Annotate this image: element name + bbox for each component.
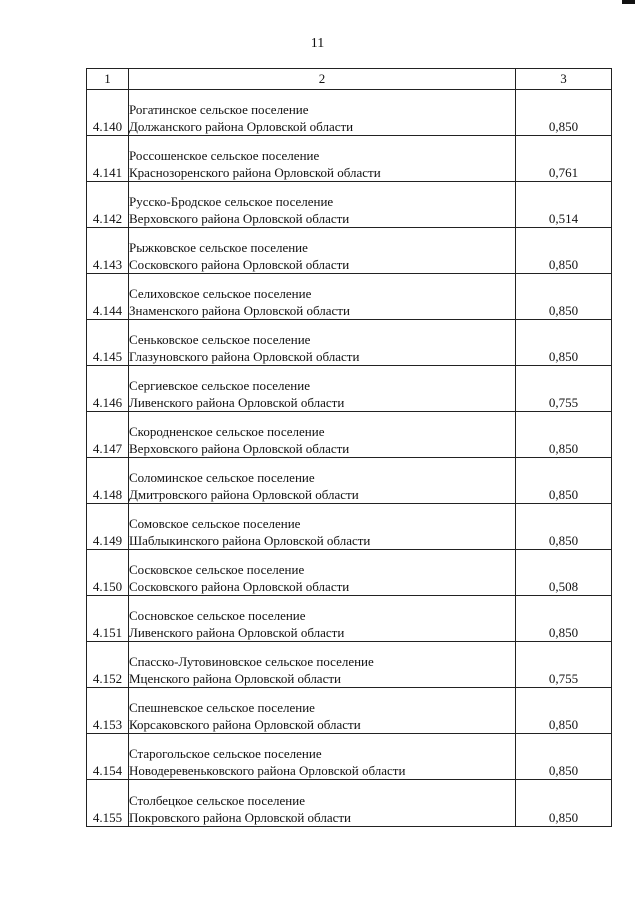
coefficient-value: 0,850: [516, 320, 612, 366]
table-row: [87, 550, 612, 596]
settlement-name: Спешневское сельское поселение: [129, 700, 315, 715]
coefficient-value: 0,850: [516, 412, 612, 458]
coefficient-value: 0,850: [516, 228, 612, 274]
settlement-name-cell: [129, 550, 516, 596]
settlement-district: Шаблыкинского района Орловской области: [129, 533, 371, 548]
table-row: [87, 320, 612, 366]
settlement-name: Столбецкое сельское поселение: [129, 793, 305, 808]
row-number: 4.152: [87, 642, 129, 688]
settlement-district: Сосковского района Орловской области: [129, 257, 350, 272]
row-number: 4.146: [87, 366, 129, 412]
settlement-district: Должанского района Орловской области: [129, 119, 354, 134]
coefficient-value: 0,850: [516, 458, 612, 504]
settlement-name: Сомовское сельское поселение: [129, 516, 301, 531]
settlement-name-cell: [129, 90, 516, 136]
row-number: 4.145: [87, 320, 129, 366]
settlement-name-cell: [129, 274, 516, 320]
row-number: 4.141: [87, 136, 129, 182]
coefficient-value: 0,850: [516, 274, 612, 320]
settlement-district: Ливенского района Орловской области: [129, 625, 345, 640]
settlement-name-cell: [129, 688, 516, 734]
coefficient-value: 0,850: [516, 504, 612, 550]
table-row: [87, 182, 612, 228]
settlement-district: Дмитровского района Орловской области: [129, 487, 359, 502]
settlement-name-cell: [129, 182, 516, 228]
settlement-name: Сосновское сельское поселение: [129, 608, 306, 623]
row-number: 4.153: [87, 688, 129, 734]
settlement-district: Мценского района Орловской области: [129, 671, 341, 686]
coefficient-value: 0,850: [516, 90, 612, 136]
settlement-district: Корсаковского района Орловской области: [129, 717, 361, 732]
row-number: 4.151: [87, 596, 129, 642]
page-number: 11: [310, 36, 325, 51]
settlement-district: Знаменского района Орловской области: [129, 303, 350, 318]
row-number: 4.142: [87, 182, 129, 228]
table-header-row: [87, 69, 612, 90]
table-row: [87, 780, 612, 827]
column-header-2: 2: [129, 69, 516, 90]
row-number: 4.149: [87, 504, 129, 550]
settlement-name: Сергиевское сельское поселение: [129, 378, 310, 393]
coefficient-value: 0,755: [516, 642, 612, 688]
settlement-name: Селиховское сельское поселение: [129, 286, 312, 301]
settlement-name: Рыжковское сельское поселение: [129, 240, 308, 255]
row-number: 4.140: [87, 90, 129, 136]
coefficient-value: 0,755: [516, 366, 612, 412]
table-row: [87, 228, 612, 274]
settlement-name-cell: [129, 596, 516, 642]
column-header-3: 3: [516, 69, 612, 90]
settlement-name: Сосковское сельское поселение: [129, 562, 305, 577]
settlement-name-cell: [129, 458, 516, 504]
table-row: [87, 90, 612, 136]
table-body: [87, 90, 612, 827]
settlement-district: Верховского района Орловской области: [129, 441, 350, 456]
settlement-district: Ливенского района Орловской области: [129, 395, 345, 410]
table-row: [87, 458, 612, 504]
column-header-1: 1: [87, 69, 129, 90]
settlement-name-cell: [129, 320, 516, 366]
settlement-name-cell: [129, 136, 516, 182]
settlement-name-cell: [129, 504, 516, 550]
coefficient-value: 0,508: [516, 550, 612, 596]
table-row: [87, 504, 612, 550]
coefficient-value: 0,850: [516, 596, 612, 642]
settlements-table: [86, 68, 612, 827]
coefficient-value: 0,514: [516, 182, 612, 228]
settlement-name: Русско-Бродское сельское поселение: [129, 194, 334, 209]
settlement-name: Россошенское сельское поселение: [129, 148, 320, 163]
coefficient-value: 0,761: [516, 136, 612, 182]
row-number: 4.150: [87, 550, 129, 596]
settlement-name: Соломинское сельское поселение: [129, 470, 315, 485]
row-number: 4.144: [87, 274, 129, 320]
settlement-district: Краснозоренского района Орловской области: [129, 165, 381, 180]
coefficient-value: 0,850: [516, 734, 612, 780]
settlement-name: Старогольское сельское поселение: [129, 746, 322, 761]
row-number: 4.154: [87, 734, 129, 780]
settlement-name-cell: [129, 228, 516, 274]
scan-corner-mark: [622, 0, 635, 4]
settlement-name-cell: [129, 366, 516, 412]
settlement-name: Скородненское сельское поселение: [129, 424, 325, 439]
settlement-name: Сеньковское сельское поселение: [129, 332, 311, 347]
settlement-name-cell: [129, 642, 516, 688]
settlement-name-cell: [129, 412, 516, 458]
settlement-name: Рогатинское сельское поселение: [129, 102, 309, 117]
coefficient-value: 0,850: [516, 780, 612, 827]
settlement-district: Новодеревеньковского района Орловской области: [129, 763, 406, 778]
coefficient-value: 0,850: [516, 688, 612, 734]
settlement-name: Спасско-Лутовиновское сельское поселение: [129, 654, 374, 669]
row-number: 4.147: [87, 412, 129, 458]
settlement-district: Глазуновского района Орловской области: [129, 349, 360, 364]
settlement-name-cell: [129, 734, 516, 780]
settlement-district: Верховского района Орловской области: [129, 211, 350, 226]
settlement-name-cell: [129, 780, 516, 827]
table-row: [87, 136, 612, 182]
table-row: [87, 274, 612, 320]
row-number: 4.155: [87, 780, 129, 827]
settlement-district: Покровского района Орловской области: [129, 810, 352, 825]
table-row: [87, 596, 612, 642]
table-row: [87, 412, 612, 458]
settlement-district: Сосковского района Орловской области: [129, 579, 350, 594]
row-number: 4.148: [87, 458, 129, 504]
table-row: [87, 642, 612, 688]
row-number: 4.143: [87, 228, 129, 274]
table-row: [87, 688, 612, 734]
table-row: [87, 366, 612, 412]
table-row: [87, 734, 612, 780]
